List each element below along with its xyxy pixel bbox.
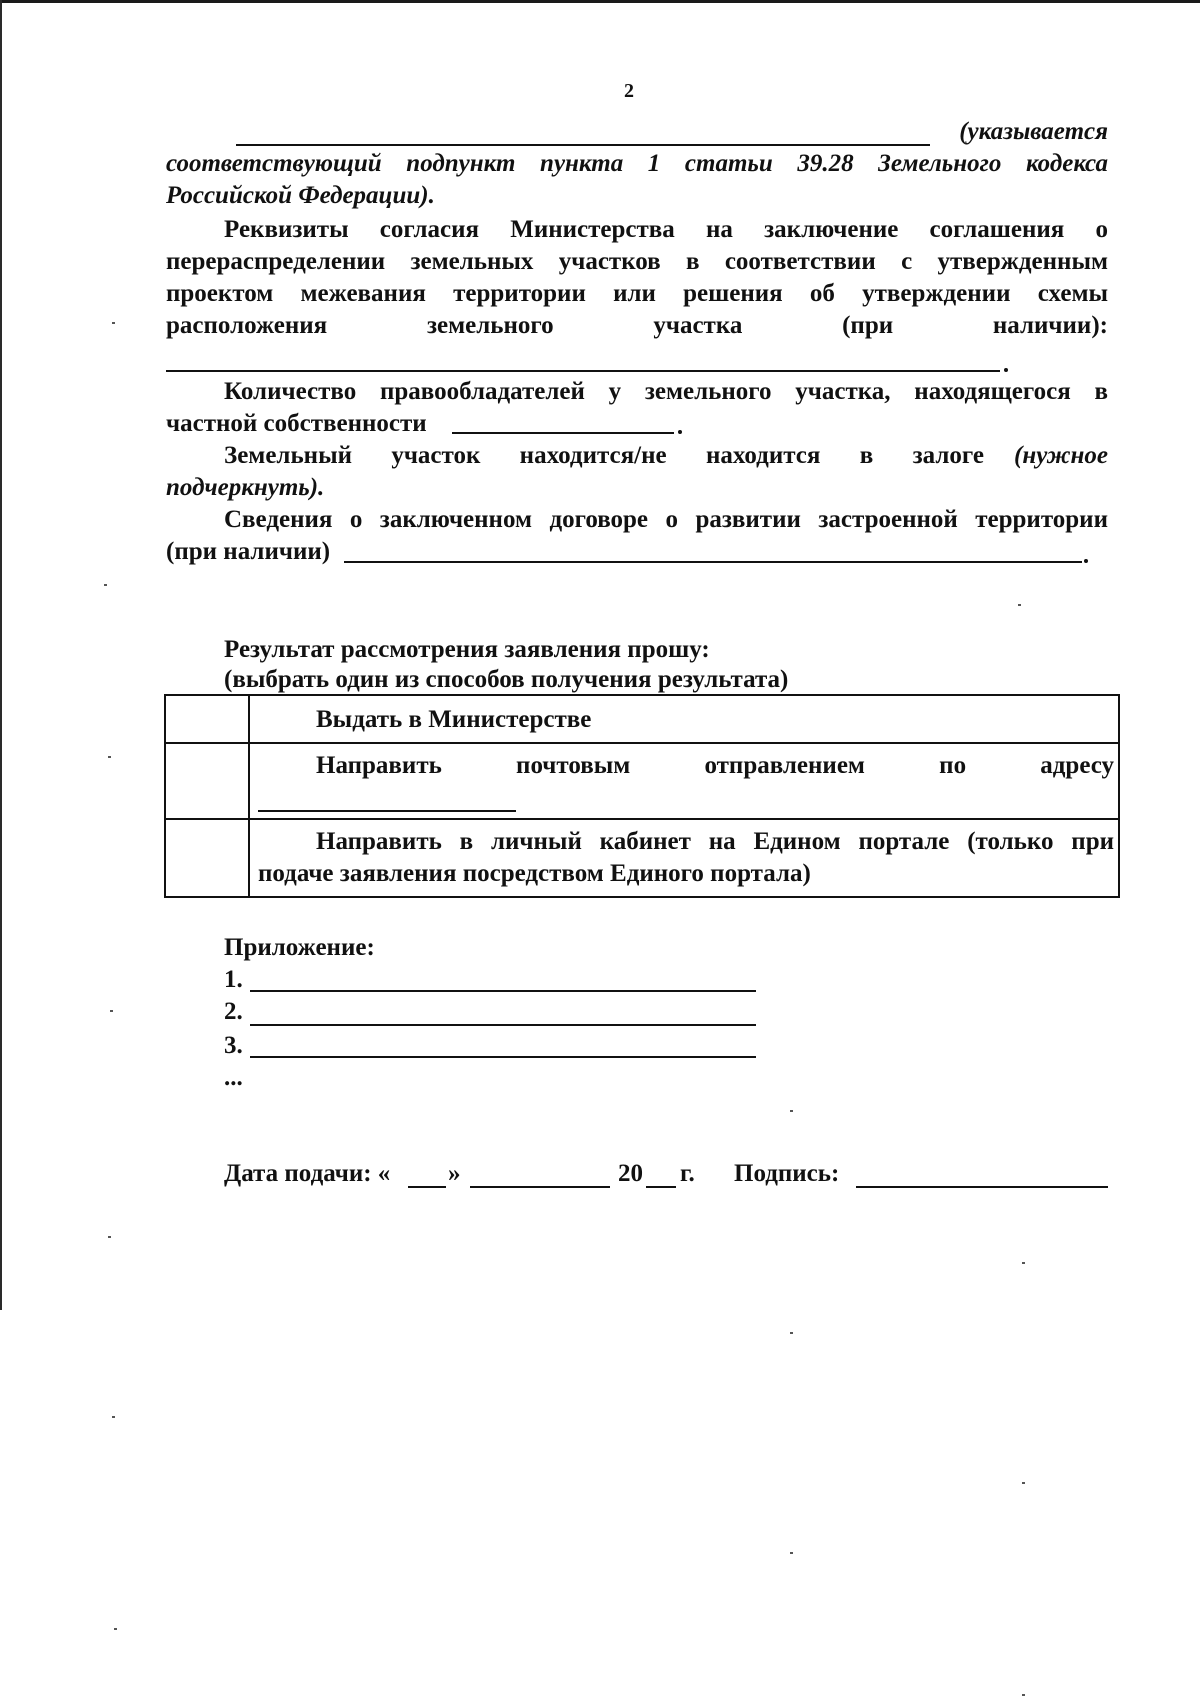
owners-count-period [678, 430, 682, 434]
pledge-status-note: (нужное [1014, 442, 1108, 469]
scan-speck [112, 322, 115, 324]
development-contract-blank-line [344, 561, 1082, 563]
attachments-ellipsis: ... [224, 1064, 243, 1091]
subclause-note: (указывается [959, 118, 1108, 145]
page-number: 2 [624, 80, 634, 102]
option-label-mail: Направить почтовым отправлением по адресу [316, 752, 1114, 779]
result-title: Результат рассмотрения заявления прошу: [224, 636, 710, 663]
development-contract-period [1084, 559, 1088, 563]
development-contract-line2: (при наличии) [166, 538, 331, 565]
scan-speck [112, 1416, 115, 1418]
attachment-number-3: 3. [224, 1032, 243, 1059]
result-subtitle: (выбрать один из способов получения результата) [224, 666, 789, 693]
scan-speck [1022, 1482, 1025, 1484]
attachment-number-2: 2. [224, 998, 243, 1025]
date-month-blank-line [470, 1186, 610, 1188]
scan-speck [110, 1010, 113, 1012]
subclause-note-line2: соответствующий подпункт пункта 1 статьи 39.28 Земельного кодекса [166, 150, 1108, 177]
consent-details-line1: Реквизиты согласия Министерства на заключение соглашения о [224, 216, 1108, 243]
owners-count-line1: Количество правообладателей у земельного участка, находящегося в [224, 378, 1108, 405]
scan-speck [108, 1236, 111, 1238]
attachments-title: Приложение: [224, 934, 375, 961]
pledge-status-line2: подчеркнуть). [166, 474, 325, 501]
scan-speck [1018, 604, 1021, 606]
scan-speck [108, 756, 111, 758]
signature-label: Подпись: [734, 1160, 840, 1187]
attachment-number-1: 1. [224, 966, 243, 993]
submission-year-prefix: 20 [618, 1160, 643, 1187]
option-checkbox-mail[interactable] [164, 742, 250, 820]
mail-address-blank-line [258, 810, 516, 812]
scan-left-edge [0, 0, 2, 1310]
scan-speck [790, 1110, 793, 1112]
option-label-portal-line1: Направить в личный кабинет на Едином портале (только при [316, 828, 1114, 855]
date-year-blank-line [646, 1186, 676, 1188]
scan-top-edge [0, 0, 1200, 3]
pledge-status-line1: Земельный участок находится/не находится в залоге [224, 442, 984, 469]
consent-details-blank-line [166, 370, 1000, 372]
owners-count-blank-line [452, 432, 674, 434]
submission-date-close-quote: » [448, 1160, 461, 1187]
subclause-note-line3: Российской Федерации). [166, 182, 435, 209]
signature-blank-line [856, 1186, 1108, 1188]
scan-speck [1022, 1694, 1025, 1696]
consent-details-line3: проектом межевания территории или решения об утверждении схемы [166, 280, 1108, 307]
development-contract-line1: Сведения о заключенном договоре о развитии застроенной территории [224, 506, 1108, 533]
blank-subclause-line [236, 144, 930, 146]
option-label-portal-line2: подаче заявления посредством Единого портала) [258, 860, 811, 887]
consent-details-line2: перераспределении земельных участков в соответствии с утвержденным [166, 248, 1108, 275]
scan-speck [790, 1332, 793, 1334]
option-checkbox-ministry[interactable] [164, 694, 250, 744]
attachment-blank-line-3 [250, 1056, 756, 1058]
consent-details-line4: расположения земельного участка (при наличии): [166, 312, 1108, 339]
submission-date-label: Дата подачи: « [224, 1160, 391, 1187]
scan-speck [104, 584, 107, 586]
option-label-ministry: Выдать в Министерстве [316, 706, 592, 733]
consent-details-period [1004, 368, 1008, 372]
attachment-blank-line-2 [250, 1024, 756, 1026]
submission-year-suffix: г. [680, 1160, 695, 1187]
attachment-blank-line-1 [250, 990, 756, 992]
scan-speck [790, 1552, 793, 1554]
scan-speck [1022, 1262, 1025, 1264]
owners-count-line2: частной собственности [166, 410, 427, 437]
scan-speck [114, 1628, 117, 1630]
date-day-blank-line [408, 1186, 446, 1188]
option-checkbox-portal[interactable] [164, 818, 250, 898]
